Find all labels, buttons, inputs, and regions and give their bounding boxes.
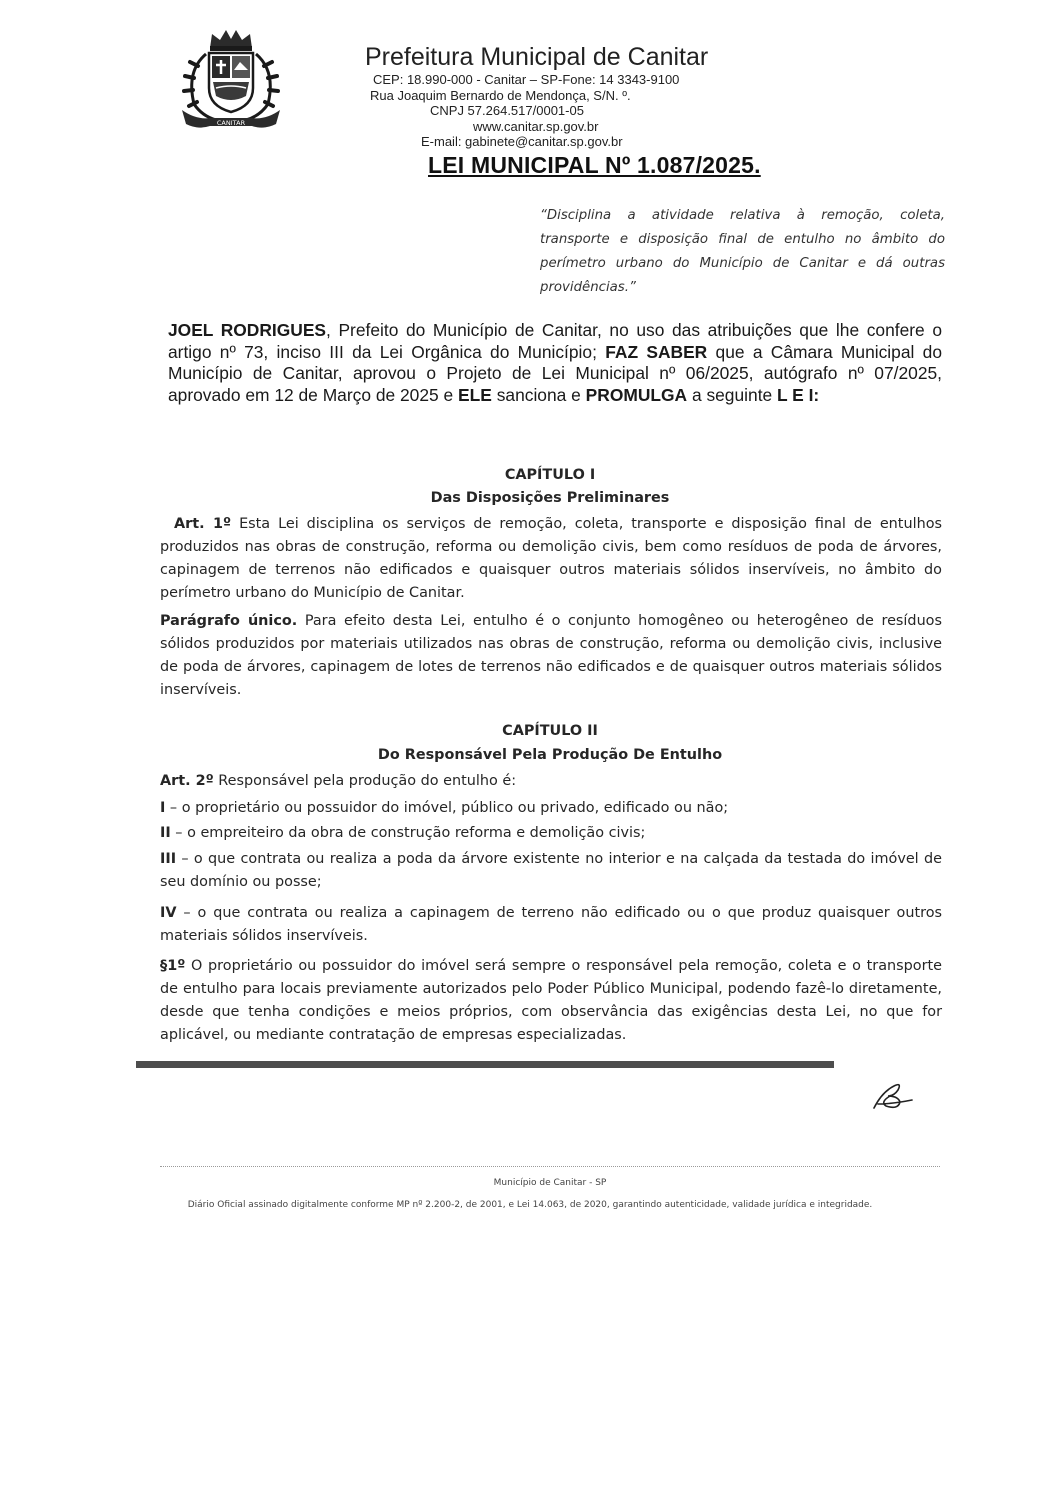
crest-ribbon-text: CANITAR xyxy=(216,119,246,127)
address-line-1: CEP: 18.990-000 - Canitar – SP-Fone: 14 3343-9100 xyxy=(373,72,680,87)
article-1 xyxy=(160,513,942,605)
preamble xyxy=(168,320,942,406)
item-ii-label: II xyxy=(160,825,171,841)
item-iv-label: IV xyxy=(160,905,177,921)
paragrafo-unico-text: Para efeito desta Lei, entulho é o conjunto homogêneo ou heterogêneo de resíduos sólidos produzidos por materiais utilizados nas obras de construção, reforma ou demolição civis, inclusive de poda de árvores, capinagem de lotes de terrenos não edificados e de quaisquer outros materiais sólidos inservíveis. xyxy=(160,613,942,698)
section-1-text: O proprietário ou possuidor do imóvel será sempre o responsável pela remoção, coleta e o transporte de entulho para locais previamente autorizados pelo Poder Público Municipal, podendo fazê-lo diretamente, desde que tenha condições e meios próprios, com observância das exigências desta Lei, no que for aplicável, ou mediante contratação de empresas especializadas. xyxy=(160,958,942,1043)
item-i-text: – o proprietário ou possuidor do imóvel, público ou privado, edificado ou não; xyxy=(165,800,729,816)
item-i-label: I xyxy=(160,800,166,816)
paragrafo-unico-label: Parágrafo único. xyxy=(160,613,298,629)
website-link[interactable]: www.canitar.sp.gov.br xyxy=(473,118,599,134)
item-ii xyxy=(160,822,942,845)
coat-of-arms-icon xyxy=(176,26,286,130)
chapter-1-subheading: Das Disposições Preliminares xyxy=(430,490,670,506)
article-2-text: Responsável pela produção do entulho é: xyxy=(213,773,517,789)
cnpj: CNPJ 57.264.517/0001-05 xyxy=(430,103,584,118)
address-line-2: Rua Joaquim Bernardo de Mendonça, S/N. º. xyxy=(370,87,631,103)
letterhead xyxy=(365,42,885,150)
section-1 xyxy=(160,955,942,1047)
item-iii-text: – o que contrata ou realiza a poda da árvore existente no interior e na calçada da testada do imóvel de seu domínio ou posse; xyxy=(160,851,942,890)
article-2 xyxy=(160,770,942,793)
article-1-label: Art. 1º xyxy=(174,516,232,532)
faz-saber: FAZ SABER xyxy=(605,341,708,362)
law-summary: “Disciplina a atividade relativa à remoção, coleta, transporte e disposição final de entulho no âmbito do perímetro urbano do Município de Canitar e dá outras providências.” xyxy=(540,208,945,295)
item-i xyxy=(160,797,942,820)
email-link[interactable]: E-mail: gabinete@canitar.sp.gov.br xyxy=(421,134,623,149)
law-title: LEI MUNICIPAL Nº 1.087/2025. xyxy=(428,152,761,178)
signature-initials-icon xyxy=(868,1078,918,1114)
preamble-text-1: , Prefeito do Município de Canitar, no uso das atribuições que lhe confere o artigo nº 73, inciso III da Lei Orgânica do Município; xyxy=(168,320,942,362)
section-1-label: §1º xyxy=(160,958,186,974)
preamble-text-4: a seguinte xyxy=(687,384,778,405)
promulga-label: PROMULGA xyxy=(585,384,688,405)
footer-divider xyxy=(160,1166,940,1167)
paragrafo-unico xyxy=(160,610,942,702)
mayor-name: JOEL RODRIGUES xyxy=(168,320,327,340)
item-iv-text: – o que contrata ou realiza a capinagem de terreno não edificado ou o que produz quaisquer outros materiais sólidos inservíveis. xyxy=(160,905,942,944)
article-2-label: Art. 2º xyxy=(160,773,214,789)
preamble-text-3: sanciona e xyxy=(491,384,586,405)
preamble-text-2: que a Câmara Municipal do Município de Canitar, aprovou o Projeto de Lei Municipal nº 06/2025, autógrafo nº 07/2025, aprovado em 12 de Março de 2025 e xyxy=(168,341,942,405)
article-1-text: Esta Lei disciplina os serviços de remoção, coleta, transporte e disposição final de entulhos produzidos nas obras de construção, reforma ou demolição civis, bem como resíduos de poda de árvores, capinagem de terrenos não edificados e quaisquer outros materiais sólidos inservíveis, no âmbito do perímetro urbano do Município de Canitar. xyxy=(160,516,942,601)
chapter-2-subheading: Do Responsável Pela Produção De Entulho xyxy=(377,747,723,763)
footer-municipality: Município de Canitar - SP xyxy=(493,1178,607,1188)
lei-label: L E I: xyxy=(777,384,820,405)
item-iii xyxy=(160,848,942,894)
chapter-1-heading: CAPÍTULO I xyxy=(504,467,596,483)
ele-label: ELE xyxy=(458,384,492,405)
item-iv xyxy=(160,902,942,948)
divider xyxy=(136,1061,834,1068)
org-name: Prefeitura Municipal de Canitar xyxy=(365,43,709,71)
footer-certification: Diário Oficial assinado digitalmente conforme MP nº 2.200-2, de 2001, e Lei 14.063, de 2020, garantindo autenticidade, validade jurídica e integridade. xyxy=(187,1200,873,1210)
item-iii-label: III xyxy=(160,851,177,867)
item-ii-text: – o empreiteiro da obra de construção reforma e demolição civis; xyxy=(170,825,646,841)
chapter-2-heading: CAPÍTULO II xyxy=(502,723,598,739)
